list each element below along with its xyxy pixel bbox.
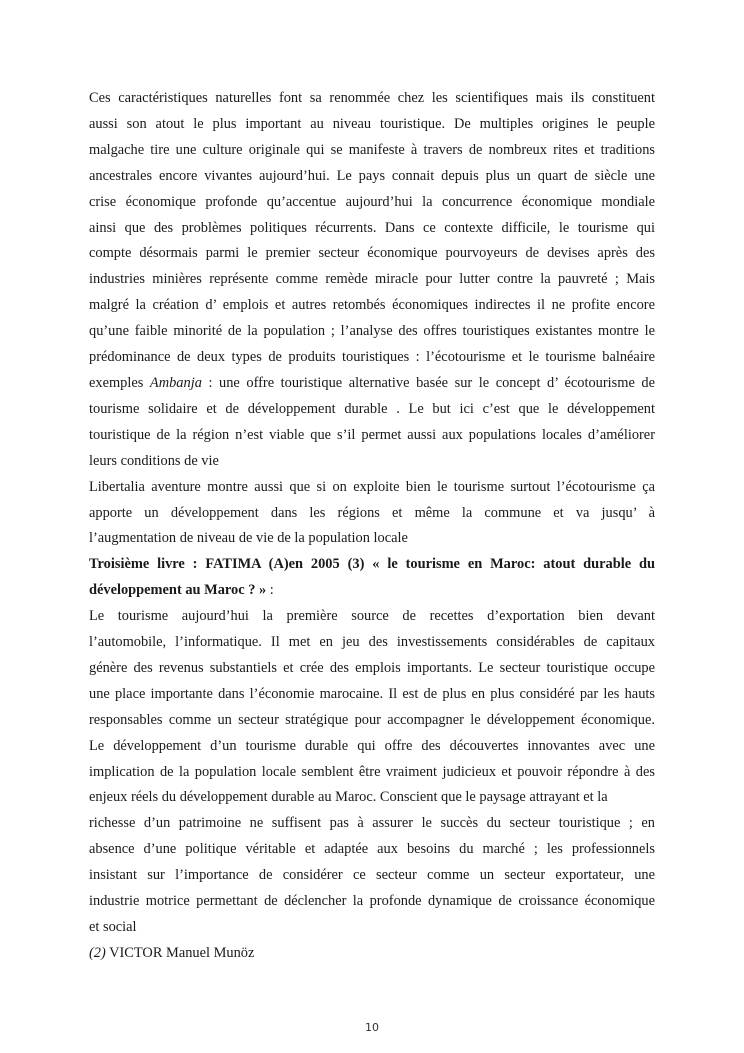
page-body bbox=[89, 86, 655, 967]
text-line: compte désormais parmi le premier secteur économique pourvoyeurs de devises après des bbox=[89, 245, 655, 262]
text-line: richesse d’un patrimoine ne suffisent pas à assurer le succès du secteur touristique ; en bbox=[89, 815, 655, 832]
heading-colon: : bbox=[266, 582, 274, 599]
text-line: l’automobile, l’informatique. Il met en jeu des investissements considérables de capitaux bbox=[89, 634, 655, 651]
paragraph-libertalia bbox=[89, 475, 655, 553]
footnote-line bbox=[89, 941, 655, 967]
text-line: ancestrales encore vivantes aujourd’hui. Le pays connait depuis plus un quart de siècle une bbox=[89, 167, 655, 184]
text-line: implication de la population locale semblent être vraiment judicieux et pouvoir répondre à des bbox=[89, 763, 655, 780]
section-heading bbox=[89, 552, 655, 604]
text-line: et social bbox=[89, 919, 137, 935]
text-line: leurs conditions de vie bbox=[89, 452, 219, 469]
text-line: enjeux réels du développement durable au Maroc. Conscient que le paysage attrayant et la bbox=[89, 789, 608, 806]
text-line: responsables comme un secteur stratégique pour accompagner le développement économique. bbox=[89, 711, 655, 728]
text-line: Libertalia aventure montre aussi que si on exploite bien le tourisme surtout l’écotourisme ça bbox=[89, 478, 655, 495]
text-segment: : une offre touristique alternative basée sur le concept d’ écotourisme de bbox=[201, 374, 655, 391]
text-line: Ces caractéristiques naturelles font sa renommée chez les scientifiques mais ils constituent bbox=[89, 90, 655, 106]
text-line: touristique de la région n’est viable que s’il permet aussi aux populations locales d’améliorer bbox=[89, 426, 655, 443]
text-line: industrie motrice permettant de déclencher la profonde dynamique de croissance économique bbox=[89, 893, 655, 910]
text-line bbox=[89, 371, 655, 397]
heading-text: développement au Maroc ? » bbox=[89, 582, 267, 599]
text-line: malgré la création d’ emplois et autres retombés économiques indirectes il ne profite encore bbox=[89, 297, 655, 314]
text-line: aussi son atout le plus important au niveau touristique. De multiples origines le peuple bbox=[89, 115, 655, 132]
text-line: qu’une faible minorité de la population ; l’analyse des offres touristiques existantes montre le bbox=[89, 323, 655, 340]
footnote bbox=[89, 941, 655, 967]
text-line: industries minières représente comme remède miracle pour lutter contre la pauvreté ; Mais bbox=[89, 271, 655, 288]
text-line: tourisme solidaire et de développement durable . Le but ici c’est que le développement bbox=[89, 400, 655, 417]
text-line: absence d’une politique véritable et adaptée aux besoins du marché ; les professionnels bbox=[89, 841, 655, 858]
text-segment: exemples bbox=[89, 374, 150, 391]
paragraph-madagascar bbox=[89, 86, 655, 475]
text-line: l’augmentation de niveau de vie de la population locale bbox=[89, 530, 408, 547]
page-number: 10 bbox=[365, 1021, 379, 1034]
text-line: Le développement d’un tourisme durable qui offre des découvertes innovantes avec une bbox=[89, 737, 655, 754]
text-line: malgache tire une culture originale qui se manifeste à travers de nombreux rites et traditions bbox=[89, 141, 655, 158]
footnote-text: VICTOR Manuel Munöz bbox=[105, 944, 255, 961]
heading-line: Troisième livre : FATIMA (A)en 2005 (3) « le tourisme en Maroc: atout durable du bbox=[89, 556, 655, 573]
footnote-number: (2) bbox=[89, 944, 106, 961]
text-line: prédominance de deux types de produits touristiques : l’écotourisme et le tourisme balnéaire bbox=[89, 349, 655, 366]
text-line: Le tourisme aujourd’hui la première source de recettes d’exportation bien devant bbox=[89, 608, 655, 625]
heading-line bbox=[89, 578, 655, 604]
place-name-italic: Ambanja bbox=[149, 374, 202, 391]
text-line: génère des revenus substantiels et crée des emplois importants. Le secteur touristique occupe bbox=[89, 659, 655, 676]
text-line: une place importante dans l’économie marocaine. Il est de plus en plus considéré par les hauts bbox=[89, 685, 655, 702]
text-line: crise économique profonde qu’accentue aujourd’hui la concurrence économique mondiale bbox=[89, 193, 655, 210]
text-line: ainsi que des problèmes politiques récurrents. Dans ce contexte difficile, le tourisme qui bbox=[89, 219, 655, 236]
paragraph-maroc bbox=[89, 604, 655, 941]
text-line: insistant sur l’importance de considérer ce secteur comme un secteur exportateur, une bbox=[89, 867, 655, 884]
text-line: apporte un développement dans les régions et même la commune et va jusqu’ à bbox=[89, 504, 655, 521]
